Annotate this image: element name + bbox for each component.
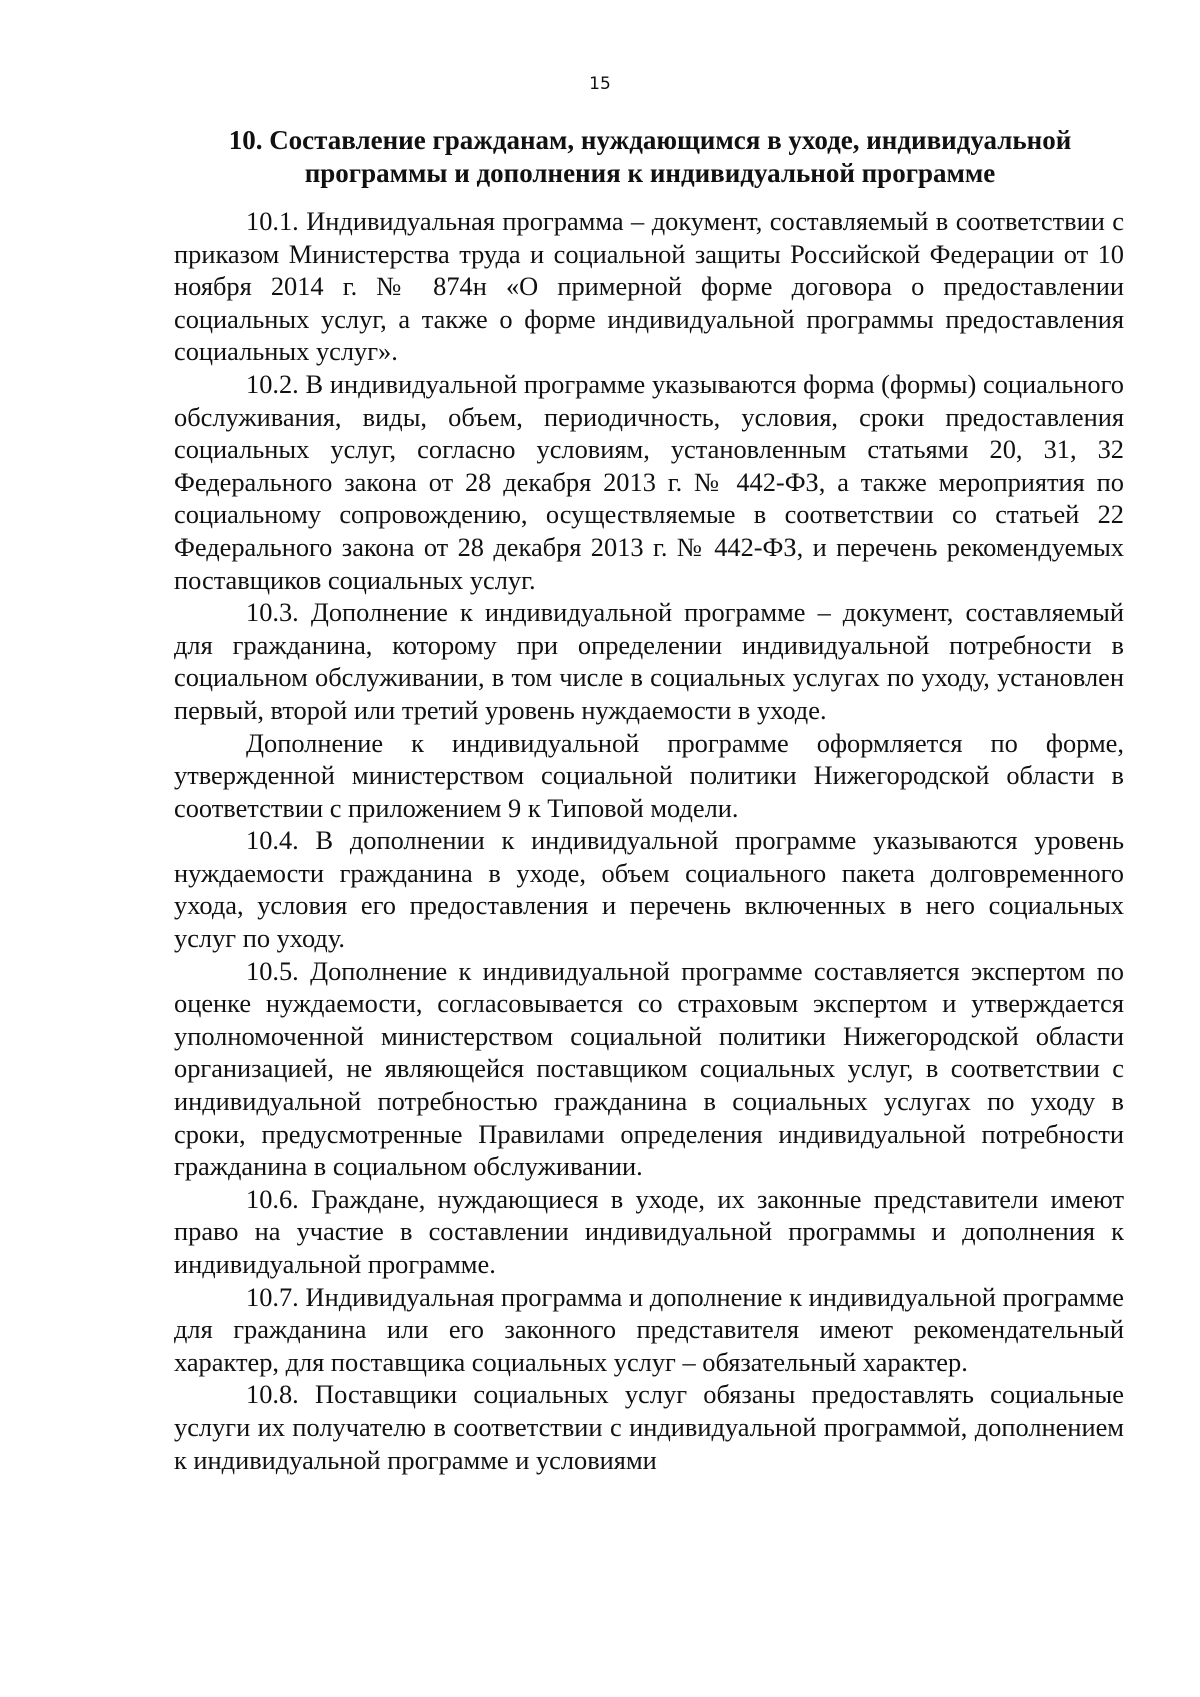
paragraph-10-3: 10.3. Дополнение к индивидуальной программе – документ, составляемый для гражданина, которому при определении индивидуальной потребности в социальном обслуживании, в том числе в социальных услугах по уходу, установлен первый, второй или третий уровень нуждаемости в уходе. <box>174 597 1124 725</box>
paragraph-10-8: 10.8. Поставщики социальных услуг обязаны предоставлять социальные услуги их получателю в соответствии с индивидуальной программой, дополнением к индивидуальной программе и условиями <box>174 1379 1124 1475</box>
section-title-line-1: 10. Составление гражданам, нуждающимся в уходе, индивидуальной <box>228 125 1072 155</box>
paragraph-10-3-form: Дополнение к индивидуальной программе оформляется по форме, утвержденной министерством социальной политики Нижегородской области в соответствии с приложением 9 к Типовой модели. <box>174 727 1124 823</box>
section-body <box>174 205 1124 1476</box>
page-number: 15 <box>589 74 611 94</box>
section-title <box>180 124 1120 190</box>
paragraph-10-4: 10.4. В дополнении к индивидуальной программе указываются уровень нуждаемости гражданина в уходе, объем социального пакета долговременного ухода, условия его предоставления и перечень включенных в него социальных услуг по уходу. <box>174 825 1124 954</box>
paragraph-10-2: 10.2. В индивидуальной программе указываются форма (формы) социального обслуживания, виды, объем, периодичность, условия, сроки предоставления социальных услуг, согласно условиям, установленным статьями 20, 31, 32 Федерального закона от 28 декабря 2013 г. № 442-ФЗ, а также мероприятия по социальному сопровождению, осуществляемые в соответствии со статьей 22 Федерального закона от 28 декабря 2013 г. № 442-ФЗ, и перечень рекомендуемых поставщиков социальных услуг. <box>174 368 1124 595</box>
paragraph-10-5: 10.5. Дополнение к индивидуальной программе составляется экспертом по оценке нуждаемости, согласовывается со страховым экспертом и утверждается уполномоченной министерством социальной политики Нижегородской области организацией, не являющейся поставщиком социальных услуг, в соответствии с индивидуальной потребностью гражданина в социальных услугах по уходу в сроки, предусмотренные Правилами определения индивидуальной потребности гражданина в социальном обслуживании. <box>174 955 1124 1182</box>
paragraph-10-7: 10.7. Индивидуальная программа и дополнение к индивидуальной программе для гражданина или его законного представителя имеют рекомендательный характер, для поставщика социальных услуг – обязательный характер. <box>174 1281 1124 1377</box>
paragraph-10-1: 10.1. Индивидуальная программа – документ, составляемый в соответствии с приказом Министерства труда и социальной защиты Российской Федерации от 10 ноября 2014 г. № 874н «О примерной форме договора о предоставлении социальных услуг, а также о форме индивидуальной программы предоставления социальных услуг». <box>174 206 1124 367</box>
paragraph-10-6: 10.6. Граждане, нуждающиеся в уходе, их законные представители имеют право на участие в составлении индивидуальной программы и дополнения к индивидуальной программе. <box>174 1183 1124 1279</box>
section-title-line-2: программы и дополнения к индивидуальной программе <box>304 158 996 188</box>
